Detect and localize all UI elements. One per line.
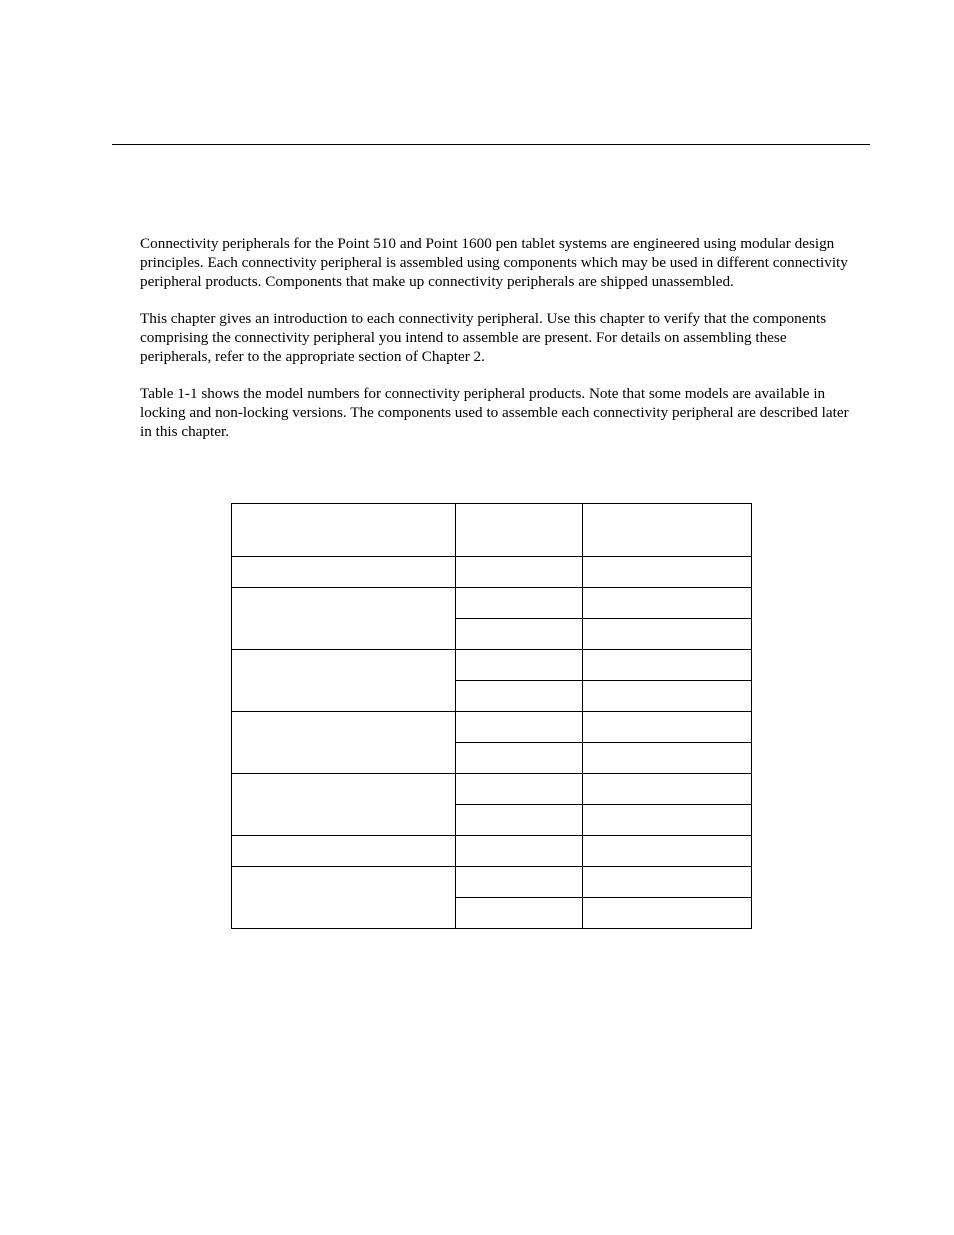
model-number-cell bbox=[583, 867, 752, 898]
version-cell bbox=[456, 836, 583, 867]
model-number-cell bbox=[583, 836, 752, 867]
model-number-cell bbox=[583, 805, 752, 836]
table-header-cell bbox=[232, 504, 456, 557]
table-row bbox=[232, 557, 752, 588]
product-cell bbox=[232, 867, 456, 929]
version-cell bbox=[456, 619, 583, 650]
model-numbers-table bbox=[231, 503, 752, 929]
table-row bbox=[232, 774, 752, 805]
model-number-cell bbox=[583, 681, 752, 712]
chapter-intro bbox=[140, 234, 855, 459]
product-cell bbox=[232, 650, 456, 712]
version-cell bbox=[456, 743, 583, 774]
table-row bbox=[232, 650, 752, 681]
model-number-cell bbox=[583, 898, 752, 929]
version-cell bbox=[456, 898, 583, 929]
version-cell bbox=[456, 867, 583, 898]
model-number-cell bbox=[583, 619, 752, 650]
table-row bbox=[232, 588, 752, 619]
table-row bbox=[232, 867, 752, 898]
product-cell bbox=[232, 712, 456, 774]
product-cell bbox=[232, 557, 456, 588]
table-header-row bbox=[232, 504, 752, 557]
version-cell bbox=[456, 712, 583, 743]
product-cell bbox=[232, 836, 456, 867]
version-cell bbox=[456, 805, 583, 836]
version-cell bbox=[456, 588, 583, 619]
product-cell bbox=[232, 588, 456, 650]
model-number-cell bbox=[583, 743, 752, 774]
paragraph-1: Connectivity peripherals for the Point 510 and Point 1600 pen tablet systems are engineered using modular design principles. Each connectivity peripheral is assembled using components which may be used in different connectivity peripheral products. Components that make up connectivity peripherals are shipped unassembled. bbox=[140, 235, 848, 290]
version-cell bbox=[456, 681, 583, 712]
paragraph-2: This chapter gives an introduction to each connectivity peripheral. Use this chapter to verify that the components comprising the connectivity peripheral you intend to assemble are present. For details on assembling these peripherals, refer to the appropriate section of Chapter 2. bbox=[140, 310, 827, 365]
model-number-cell bbox=[583, 712, 752, 743]
model-number-cell bbox=[583, 588, 752, 619]
version-cell bbox=[456, 650, 583, 681]
version-cell bbox=[456, 774, 583, 805]
version-cell bbox=[456, 557, 583, 588]
model-number-cell bbox=[583, 557, 752, 588]
table-header-cell bbox=[456, 504, 583, 557]
product-cell bbox=[232, 774, 456, 836]
table-row bbox=[232, 712, 752, 743]
model-number-cell bbox=[583, 650, 752, 681]
header-rule bbox=[112, 144, 870, 145]
model-number-cell bbox=[583, 774, 752, 805]
paragraph-3: Table 1-1 shows the model numbers for connectivity peripheral products. Note that some models are available in locking and non-locking versions. The components used to assemble each connectivity peripheral are described later in this chapter. bbox=[140, 385, 849, 440]
table-header-cell bbox=[583, 504, 752, 557]
table-row bbox=[232, 836, 752, 867]
